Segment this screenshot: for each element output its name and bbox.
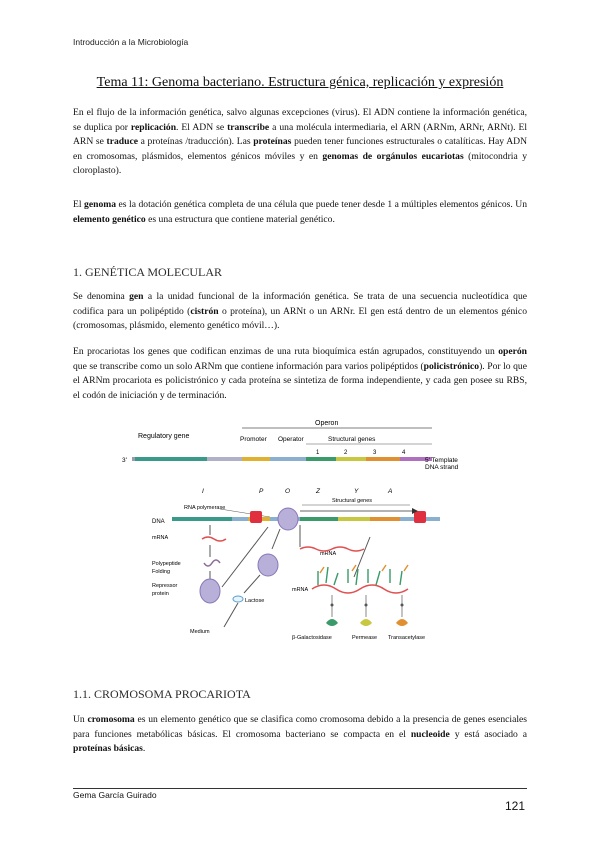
letter-p: P	[259, 488, 264, 495]
arrow-medium-to-lactose	[224, 603, 238, 627]
lactose-molecule	[233, 596, 243, 602]
bold-term: genoma	[84, 199, 117, 210]
arrow-lactose-to-repressor	[244, 575, 260, 593]
regulatory-gene-bar	[135, 457, 207, 461]
lac-operon-figure	[120, 417, 459, 649]
bold-term: transcribe	[227, 121, 270, 133]
mrna-label-middle: mRNA	[320, 551, 337, 557]
rna-polymerase-pointer	[220, 509, 270, 517]
running-header: Introducción a la Microbiología	[73, 37, 189, 47]
gene-number-3: 3	[373, 450, 377, 456]
operon-label: Operon	[315, 420, 339, 427]
gene-3-bar	[366, 457, 400, 461]
intro-paragraph-1: En el flujo de la información genética, salvo algunas excepciones (virus). El ADN contiene la información genética, se duplica por replicación. El ADN se transcribe a una molécula intermediaria, el ARN (ARNm, ARNr, ARNt). El ARN se traduce a proteínas /traducción). Las proteínas pueden tener funciones estructurales o catalíticas. Hay ADN en cromosomas, plásmidos, elementos génicos móviles y en genomas de orgánulos eucariotas (mitocondria y cloroplasto).	[73, 107, 528, 177]
permease-product	[360, 619, 372, 626]
dna-strand-label: DNA strand	[425, 464, 459, 471]
gene-1-bar	[306, 457, 336, 461]
bold-term: elemento genético	[73, 213, 146, 225]
dna-z-segment	[300, 517, 338, 521]
letter-z: Z	[316, 488, 320, 495]
section11-paragraph-1: Un cromosoma es un elemento genético que se clasifica como cromosoma debido a la presencia de genes esenciales para funciones metabólicas básicas. El cromosoma bacteriano se compacta en el nucleoide y está asociado a proteínas básicas.	[73, 714, 527, 755]
dna-gap-segment	[232, 517, 248, 521]
five-prime-label: 5' Template	[425, 457, 458, 464]
bold-term: traduce	[106, 136, 138, 148]
mrna-label-ribosome: mRNA	[292, 587, 309, 593]
translated-mrna	[312, 585, 408, 593]
polypeptide-label: Polypeptide	[152, 561, 181, 567]
intro-paragraph-2: El genoma es la dotación genética completa de una célula que puede tener desde 1 a múltiples elementos génicos. Un elemento genético es una estructura que contiene material genético.	[73, 199, 527, 225]
regulatory-gene-label: Regulatory gene	[138, 433, 190, 440]
page-number: 121	[505, 799, 526, 813]
three-prime-label: 3'	[122, 457, 127, 464]
transacetylase-label: Transacetylase	[388, 635, 426, 641]
dna-y-segment	[338, 517, 370, 521]
bold-term: proteínas básicas	[73, 743, 143, 755]
dna-regulatory-segment	[172, 517, 232, 521]
bold-term: genomas de orgánulos eucariotas	[322, 150, 464, 162]
promoter-bar	[242, 457, 270, 461]
footer-divider	[73, 788, 527, 789]
rna-polymerase-shape	[278, 508, 298, 530]
page-title: Tema 11: Genoma bacteriano. Estructura génica, replicación y expresión	[96, 75, 504, 90]
structural-genes-label: Structural genes	[328, 436, 376, 443]
beta-gal-product	[326, 619, 338, 626]
bold-term: cistrón	[190, 305, 219, 317]
arrow-inactive-repressor	[272, 529, 280, 549]
operator-bar	[270, 457, 306, 461]
bold-term: operón	[498, 346, 527, 357]
polypeptide-chain	[204, 560, 220, 566]
product-dot-3	[401, 604, 404, 607]
structural-genes-small-label: Structural genes	[332, 498, 373, 504]
operator-label: Operator	[278, 436, 304, 443]
section-heading-genetica-molecular: 1. GENÉTICA MOLECULAR	[73, 265, 222, 279]
permease-label: Permease	[352, 635, 378, 641]
letter-y: Y	[354, 488, 359, 495]
bold-term: nucleoide	[410, 728, 450, 740]
gene-number-4: 4	[402, 450, 406, 456]
footer-author: Gema García Guirado	[73, 790, 157, 800]
bold-term: proteínas	[253, 136, 292, 148]
bold-term: policistrónico	[423, 360, 480, 372]
lactose-label: Lactose	[245, 598, 265, 604]
inactive-repressor-shape	[258, 554, 278, 576]
folding-label: Folding	[152, 569, 171, 575]
letter-o: O	[285, 488, 291, 495]
mrna-label-left: mRNA	[152, 535, 169, 541]
medium-label: Medium	[190, 629, 210, 635]
repressor-protein-shape	[200, 579, 220, 603]
repressor-label: Repressor	[152, 583, 178, 589]
section-heading-cromosoma-procariota: 1.1. CROMOSOMA PROCARIOTA	[73, 687, 251, 701]
section1-paragraph-2: En procariotas los genes que codifican enzimas de una ruta bioquímica están agrupados, constituyendo un operón que se transcribe como un solo ARNm que contiene información para varios polipéptidos (policistrónico). Por lo que el ARNm procariota es policistrónico y cada proteína se sintetiza de forma independiente, y cada gen posee su RBS, el codón de iniciación y de terminación.	[73, 346, 527, 401]
dna-a-segment	[370, 517, 400, 521]
rna-polymerase-label: RNA polymerase	[184, 505, 226, 511]
promoter-label: Promoter	[240, 436, 267, 443]
bold-term: replicación	[130, 121, 177, 133]
product-dot-1	[331, 604, 334, 607]
gene-number-1: 1	[316, 450, 320, 456]
letter-i: I	[202, 488, 204, 495]
bold-term: cromosoma	[87, 714, 135, 725]
letter-a: A	[388, 488, 393, 495]
bold-term: gen	[129, 291, 144, 302]
beta-gal-label: β-Galactosidase	[292, 635, 332, 641]
mrna-left-strand	[202, 537, 226, 541]
promoter-block	[250, 511, 262, 523]
ribosome-cluster	[318, 565, 408, 585]
product-dot-2	[365, 604, 368, 607]
gene-2-bar	[336, 457, 366, 461]
dna-label: DNA	[152, 519, 165, 525]
spacer-bar	[207, 457, 242, 461]
transacetylase-product	[396, 619, 408, 626]
section1-paragraph-1: Se denomina gen a la unidad funcional de la información genética. Se trata de una secuencia nucleotídica que codifica para un polipéptido (cistrón o proteína), un ARNt o un ARNr. El gen está dentro de un elementos génico (cromosomas, plásmido, elemento genético móvil…).	[73, 291, 527, 332]
gene-number-2: 2	[344, 450, 348, 456]
terminator-block	[414, 511, 426, 523]
repressor-protein-label: protein	[152, 591, 169, 597]
